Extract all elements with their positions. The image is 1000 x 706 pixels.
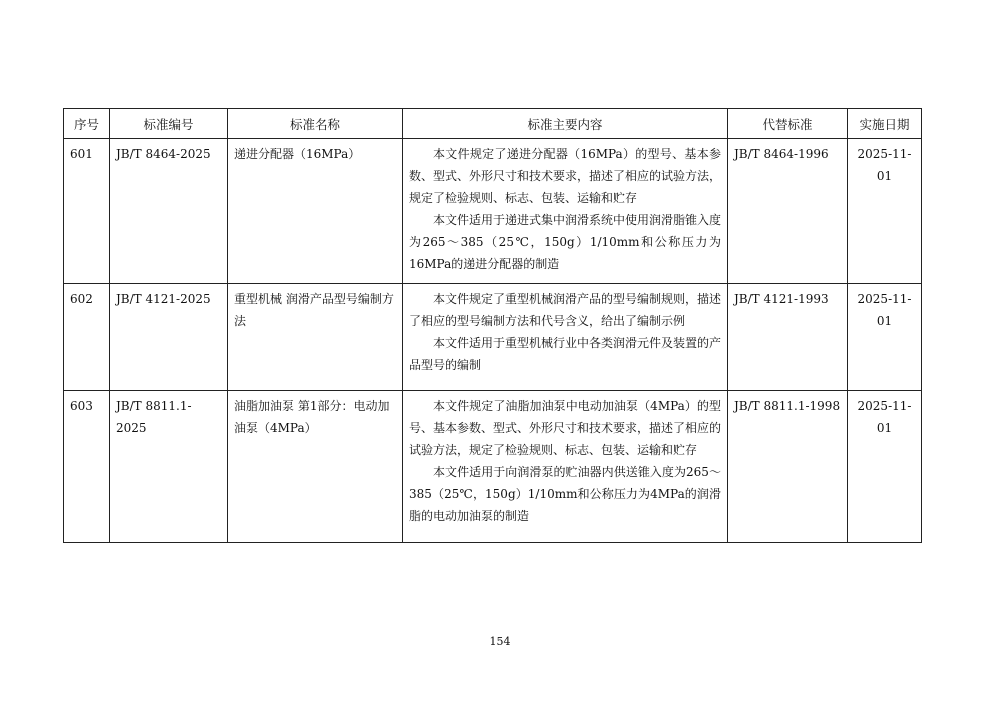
cell-serial-no: 601 [64,139,110,284]
cell-standard-name: 重型机械 润滑产品型号编制方法 [228,284,403,391]
cell-main-content [403,391,728,543]
cell-standard-code: JB/T 8811.1-2025 [110,391,228,543]
table-header-row [64,109,922,139]
cell-standard-code: JB/T 4121-2025 [110,284,228,391]
content-paragraph: 本文件适用于递进式集中润滑系统中使用润滑脂锥入度为265～385（25℃，150g）1/10mm和公称压力为16MPa的递进分配器的制造 [409,213,722,271]
header-standard-name: 标准名称 [228,109,403,139]
cell-effective-date: 2025-11-01 [848,391,922,543]
header-effective-date: 实施日期 [848,109,922,139]
cell-replaced-standard: JB/T 8811.1-1998 [728,391,848,543]
table-row [64,284,922,391]
cell-replaced-standard: JB/T 4121-1993 [728,284,848,391]
header-replaced-standard: 代替标准 [728,109,848,139]
cell-effective-date: 2025-11-01 [848,284,922,391]
content-paragraph: 本文件适用于向润滑泵的贮油器内供送锥入度为265～385（25℃，150g）1/10mm和公称压力为4MPa的润滑脂的电动加油泵的制造 [409,465,721,523]
cell-main-content [403,284,728,391]
cell-standard-code: JB/T 8464-2025 [110,139,228,284]
content-paragraph: 本文件适用于重型机械行业中各类润滑元件及装置的产品型号的编制 [409,336,722,372]
cell-replaced-standard: JB/T 8464-1996 [728,139,848,284]
table-row [64,391,922,543]
cell-serial-no: 602 [64,284,110,391]
cell-standard-name: 递进分配器（16MPa） [228,139,403,284]
header-main-content: 标准主要内容 [403,109,728,139]
standards-table [63,108,922,543]
content-paragraph: 本文件规定了递进分配器（16MPa）的型号、基本参数、型式、外形尺寸和技术要求，描述了相应的试验方法，规定了检验规则、标志、包装、运输和贮存 [409,147,722,205]
cell-standard-name: 油脂加油泵 第1部分：电动加油泵（4MPa） [228,391,403,543]
cell-main-content [403,139,728,284]
header-standard-code: 标准编号 [110,109,228,139]
page-number: 154 [489,635,511,648]
cell-effective-date: 2025-11-01 [848,139,922,284]
cell-serial-no: 603 [64,391,110,543]
header-serial-no: 序号 [64,109,110,139]
table-row [64,139,922,284]
content-paragraph: 本文件规定了重型机械润滑产品的型号编制规则，描述了相应的型号编制方法和代号含义，给出了编制示例 [409,292,722,328]
content-paragraph: 本文件规定了油脂加油泵中电动加油泵（4MPa）的型号、基本参数、型式、外形尺寸和技术要求，描述了相应的试验方法，规定了检验规则、标志、包装、运输和贮存 [409,399,722,457]
